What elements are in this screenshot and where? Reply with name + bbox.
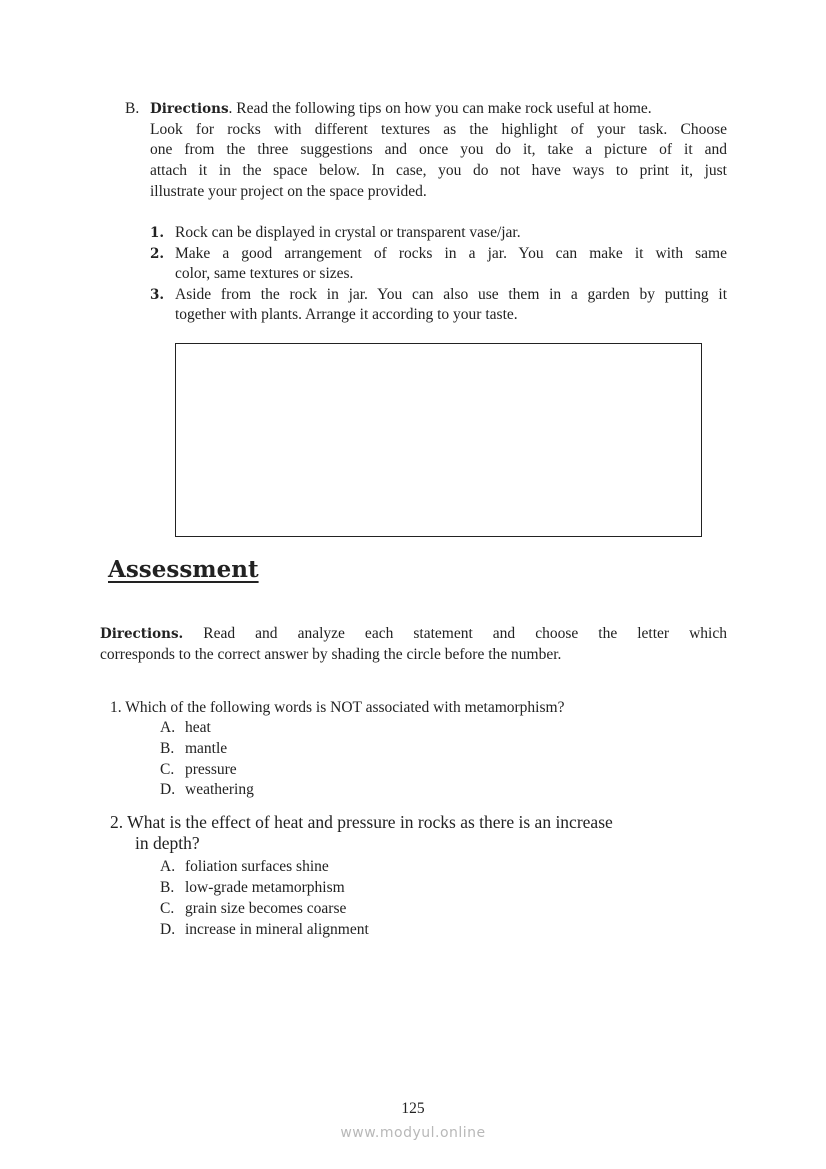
directions-line: attach it in the space below. In case, you do not have ways to print it, just bbox=[150, 162, 727, 179]
directions-heading: Directions bbox=[150, 101, 229, 117]
option-text: increase in mineral alignment bbox=[185, 921, 369, 938]
section-marker: B. bbox=[125, 100, 140, 117]
tip-number bbox=[150, 223, 164, 243]
num: 3. bbox=[150, 287, 165, 303]
tip-text: color, same textures or sizes. bbox=[175, 265, 354, 282]
option-letter: C. bbox=[160, 900, 175, 917]
directions-line bbox=[150, 99, 652, 119]
option-text: heat bbox=[185, 719, 211, 736]
num: 1. bbox=[150, 225, 165, 241]
directions-line: Look for rocks with different textures as the highlight of your task. Choose bbox=[150, 121, 727, 138]
tip-text: Aside from the rock in jar. You can also use them in a garden by putting it bbox=[175, 286, 727, 303]
option-text: pressure bbox=[185, 761, 237, 778]
directions-label: Directions. bbox=[100, 626, 184, 642]
project-answer-box bbox=[175, 343, 702, 537]
assessment-directions: corresponds to the correct answer by shading the circle before the number. bbox=[100, 646, 562, 663]
option-letter: A. bbox=[160, 858, 176, 875]
text: Read and analyze each statement and choose the letter which bbox=[183, 625, 727, 642]
option-text: grain size becomes coarse bbox=[185, 900, 347, 917]
option-letter: D. bbox=[160, 781, 176, 798]
text: . Read the following tips on how you can make rock useful at home. bbox=[228, 100, 652, 117]
option-text: weathering bbox=[185, 781, 254, 798]
option-letter: B. bbox=[160, 740, 175, 757]
question-2: 2. What is the effect of heat and pressure in rocks as there is an increase bbox=[110, 812, 613, 832]
assessment-title: Assessment bbox=[108, 556, 259, 583]
directions-line: illustrate your project on the space provided. bbox=[150, 183, 427, 200]
assessment-directions bbox=[100, 624, 727, 644]
option-letter: B. bbox=[160, 879, 175, 896]
option-text: mantle bbox=[185, 740, 228, 757]
option-letter: D. bbox=[160, 921, 176, 938]
page-number: 125 bbox=[401, 1100, 425, 1117]
tip-number bbox=[150, 244, 164, 264]
option-letter: A. bbox=[160, 719, 176, 736]
tip-text: Rock can be displayed in crystal or transparent vase/jar. bbox=[175, 224, 521, 241]
tip-number bbox=[150, 285, 164, 305]
option-text: foliation surfaces shine bbox=[185, 858, 329, 875]
question-2: in depth? bbox=[135, 833, 200, 853]
question-1: 1. Which of the following words is NOT associated with metamorphism? bbox=[110, 699, 565, 716]
tip-text: Make a good arrangement of rocks in a jar. You can make it with same bbox=[175, 245, 727, 262]
num: 2. bbox=[150, 246, 165, 262]
directions-line: one from the three suggestions and once you do it, take a picture of it and bbox=[150, 141, 727, 158]
tip-text: together with plants. Arrange it according to your taste. bbox=[175, 306, 518, 323]
watermark: www.modyul.online bbox=[340, 1125, 486, 1141]
option-text: low-grade metamorphism bbox=[185, 879, 345, 896]
option-letter: C. bbox=[160, 761, 175, 778]
